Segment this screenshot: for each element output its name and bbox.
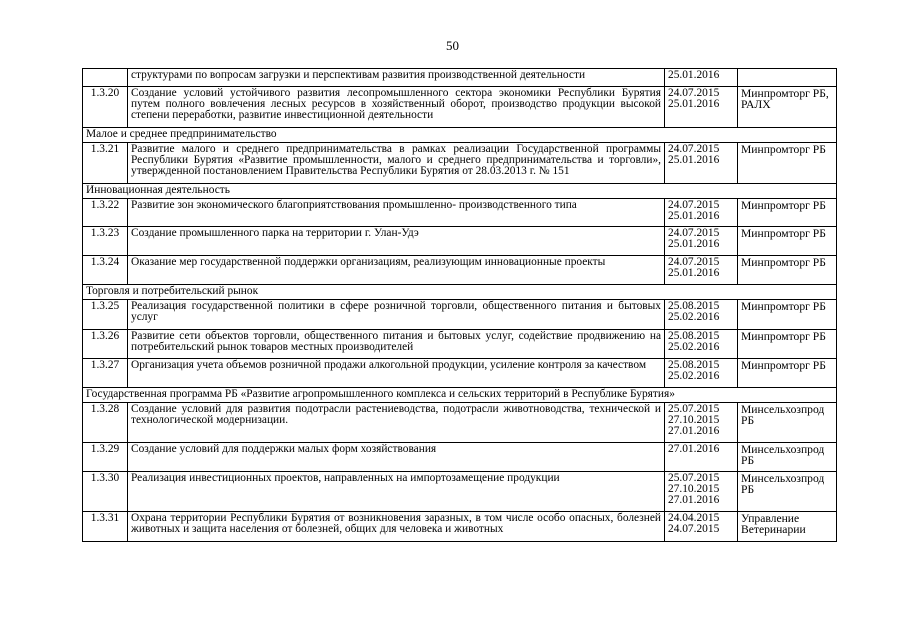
item-dates: 27.01.2016 bbox=[665, 443, 738, 472]
section-row bbox=[83, 285, 837, 300]
item-number: 1.3.24 bbox=[83, 256, 128, 285]
item-dates: 24.04.2015 24.07.2015 bbox=[665, 512, 738, 542]
table-row bbox=[83, 199, 837, 227]
item-dates: 24.07.2015 25.01.2016 bbox=[665, 87, 738, 128]
item-number: 1.3.30 bbox=[83, 472, 128, 512]
item-number: 1.3.31 bbox=[83, 512, 128, 542]
table-row bbox=[83, 87, 837, 128]
item-number: 1.3.25 bbox=[83, 300, 128, 330]
item-number: 1.3.29 bbox=[83, 443, 128, 472]
item-dates: 25.07.2015 27.10.2015 27.01.2016 bbox=[665, 403, 738, 443]
item-responsible: Управление Ветеринарии bbox=[738, 512, 837, 542]
item-number: 1.3.27 bbox=[83, 359, 128, 388]
table-row bbox=[83, 69, 837, 87]
item-dates: 25.01.2016 bbox=[665, 69, 738, 87]
section-row bbox=[83, 388, 837, 403]
item-description: Создание промышленного парка на территории г. Улан-Удэ bbox=[128, 227, 665, 256]
item-responsible: Минсельхозпрод РБ bbox=[738, 472, 837, 512]
table-row bbox=[83, 443, 837, 472]
measures-table bbox=[82, 68, 837, 542]
item-description: Развитие зон экономического благоприятствования промышленно- производственного типа bbox=[128, 199, 665, 227]
table-row bbox=[83, 330, 837, 359]
section-title: Инновационная деятельность bbox=[83, 184, 837, 199]
item-description: Создание условий для поддержки малых форм хозяйствования bbox=[128, 443, 665, 472]
table-row bbox=[83, 227, 837, 256]
item-description: Реализация государственной политики в сфере розничной торговли, общественного питания и бытовых услуг bbox=[128, 300, 665, 330]
item-number: 1.3.23 bbox=[83, 227, 128, 256]
table-row bbox=[83, 359, 837, 388]
item-number bbox=[83, 69, 128, 87]
item-responsible: Минпромторг РБ bbox=[738, 227, 837, 256]
item-responsible bbox=[738, 69, 837, 87]
table-row bbox=[83, 256, 837, 285]
section-row bbox=[83, 128, 837, 143]
item-description: Развитие малого и среднего предпринимательства в рамках реализации Государственной программы Республики Бурятия «Развитие промышленности, малого и среднего предпринимательства и торговли», утвержденной постановлением Правительства Республики Бурятия от 28.03.2013 г. № 151 bbox=[128, 143, 665, 184]
item-number: 1.3.22 bbox=[83, 199, 128, 227]
item-description: Оказание мер государственной поддержки организациям, реализующим инновационные проекты bbox=[128, 256, 665, 285]
section-title: Малое и среднее предпринимательство bbox=[83, 128, 837, 143]
item-number: 1.3.28 bbox=[83, 403, 128, 443]
item-dates: 25.08.2015 25.02.2016 bbox=[665, 359, 738, 388]
item-number: 1.3.20 bbox=[83, 87, 128, 128]
table-row bbox=[83, 143, 837, 184]
page-number: 50 bbox=[446, 38, 459, 53]
item-responsible: Минсельхозпрод РБ bbox=[738, 443, 837, 472]
item-description: Реализация инвестиционных проектов, направленных на импортозамещение продукции bbox=[128, 472, 665, 512]
item-responsible: Минсельхозпрод РБ bbox=[738, 403, 837, 443]
item-dates: 24.07.2015 25.01.2016 bbox=[665, 143, 738, 184]
table-row bbox=[83, 472, 837, 512]
item-responsible: Минпромторг РБ bbox=[738, 330, 837, 359]
item-description: Развитие сети объектов торговли, общественного питания и бытовых услуг, содействие продвижению на потребительский рынок товаров местных производителей bbox=[128, 330, 665, 359]
measures-table-body bbox=[83, 69, 837, 542]
item-dates: 24.07.2015 25.01.2016 bbox=[665, 227, 738, 256]
item-description: Создание условий устойчивого развития лесопромышленного сектора экономики Республики Бурятия путем полного вовлечения лесных ресурсов в хозяйственный оборот, производство продукции высокой степени переработки, развитие инвестиционной деятельности bbox=[128, 87, 665, 128]
item-responsible: Минпромторг РБ bbox=[738, 143, 837, 184]
item-responsible: Минпромторг РБ bbox=[738, 199, 837, 227]
item-description: Охрана территории Республики Бурятия от возникновения заразных, в том числе особо опасных, болезней животных и защита населения от болезней, общих для человека и животных bbox=[128, 512, 665, 542]
table-row bbox=[83, 403, 837, 443]
item-number: 1.3.21 bbox=[83, 143, 128, 184]
item-dates: 24.07.2015 25.01.2016 bbox=[665, 199, 738, 227]
item-number: 1.3.26 bbox=[83, 330, 128, 359]
item-description: Организация учета объемов розничной продажи алкогольной продукции, усиление контроля за качеством bbox=[128, 359, 665, 388]
section-row bbox=[83, 184, 837, 199]
table-row bbox=[83, 300, 837, 330]
item-responsible: Минпромторг РБ bbox=[738, 300, 837, 330]
section-title: Торговля и потребительский рынок bbox=[83, 285, 837, 300]
item-responsible: Минпромторг РБ, РАЛХ bbox=[738, 87, 837, 128]
item-dates: 25.07.2015 27.10.2015 27.01.2016 bbox=[665, 472, 738, 512]
item-dates: 25.08.2015 25.02.2016 bbox=[665, 300, 738, 330]
section-title: Государственная программа РБ «Развитие агропромышленного комплекса и сельских территорий в Республике Бурятия» bbox=[83, 388, 837, 403]
item-responsible: Минпромторг РБ bbox=[738, 359, 837, 388]
item-description: структурами по вопросам загрузки и перспективам развития производственной деятельности bbox=[128, 69, 665, 87]
table-row bbox=[83, 512, 837, 542]
item-responsible: Минпромторг РБ bbox=[738, 256, 837, 285]
item-dates: 24.07.2015 25.01.2016 bbox=[665, 256, 738, 285]
item-dates: 25.08.2015 25.02.2016 bbox=[665, 330, 738, 359]
item-description: Создание условий для развития подотрасли растениеводства, подотрасли животноводства, технической и технологической модернизации. bbox=[128, 403, 665, 443]
